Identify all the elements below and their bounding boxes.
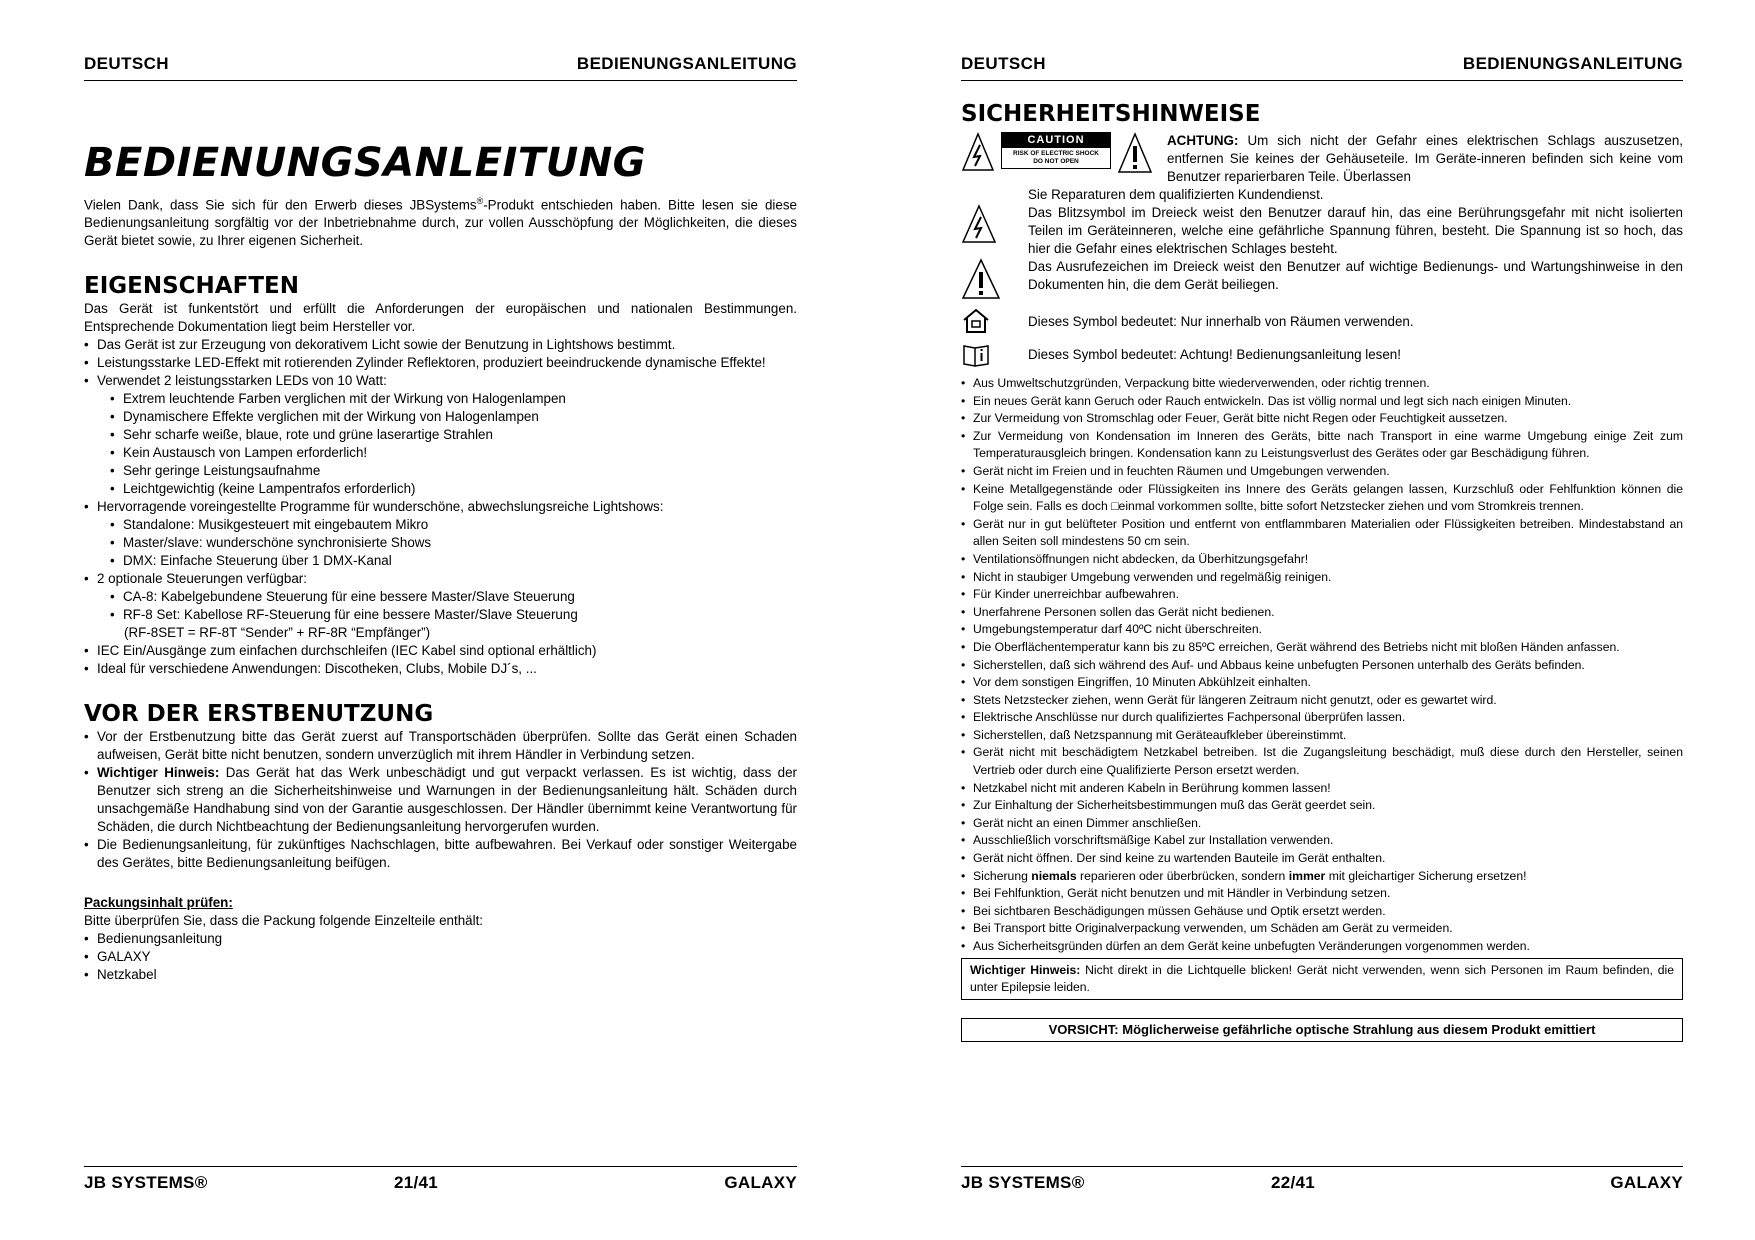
footer-brand: JB SYSTEMS® [84, 1173, 208, 1192]
features-end-list [84, 642, 797, 678]
list-item: • Sicherstellen, daß Netzspannung mit Geräteaufkleber übereinstimmt. [961, 727, 1683, 745]
list-item: • Ventilationsöffnungen nicht abdecken, da Überhitzungsgefahr! [961, 551, 1683, 569]
page-header [84, 54, 797, 81]
achtung-text: ACHTUNG: Um sich nicht der Gefahr eines elektrischen Schlags auszusetzen, entfernen Sie keines der Gehäuseteile. Im Geräte-inneren befinden sich keine vom Benutzer reparierbaren Teile. Überlassen [1167, 133, 1683, 184]
list-item: • Vor der Erstbenutzung bitte das Gerät zuerst auf Transportschäden überprüfen. Sollte das Gerät einen Schaden aufweisen, Gerät bitte nicht benutzen, sondern unverzüglich mit ihrem Händler in Verbindung setzen. [84, 728, 797, 764]
list-item: • Extrem leuchtende Farben verglichen mit der Wirkung von Halogenlampen [110, 390, 797, 408]
list-item: • Zur Einhaltung der Sicherheitsbestimmungen muß das Gerät geerdet sein. [961, 797, 1683, 815]
list-item: • Netzkabel nicht mit anderen Kabeln in Berührung kommen lassen! [961, 780, 1683, 798]
list-item: • Master/slave: wunderschöne synchronisierte Shows [110, 534, 797, 552]
page-21 [84, 0, 797, 1240]
list-item: • Dynamischere Effekte verglichen mit der Wirkung von Halogenlampen [110, 408, 797, 426]
bolt-text: Das Blitzsymbol im Dreieck weist den Benutzer darauf hin, das eine Berührungsgefahr mit nicht isolierten Teilen im Geräteinneren, welche eine gefährliche Spannung führen, besteht. Die Spannung ist so hoch, das hier die Gefahr eines elektrischen Schlages besteht. [1028, 205, 1683, 256]
list-item: • Das Gerät ist zur Erzeugung von dekorativem Licht sowie der Benutzung in Lightshows bestimmt. [84, 336, 797, 354]
list-item: • Gerät nicht an einen Dimmer anschließen. [961, 815, 1683, 833]
optical-radiation-warning: VORSICHT: Möglicherweise gefährliche optische Strahlung aus diesem Produkt emittiert [961, 1018, 1683, 1042]
caution-label: CAUTION RISK OF ELECTRIC SHOCK DO NOT OPEN [1001, 132, 1111, 169]
before-use-list [84, 728, 797, 872]
header-language: DEUTSCH [961, 54, 1046, 73]
page-footer [84, 1166, 797, 1193]
list-item: • Keine Metallgegenstände oder Flüssigkeiten ins Innere des Geräts gelangen lassen, Kurzschluß oder Fehlfunktion können die Folge sein. Falls es doch □einmal vorkommen sollte, bitte sofort Netzstecker ziehen und vom Stromkreis trennen. [961, 481, 1683, 516]
list-item: • Aus Sicherheitsgründen dürfen an dem Gerät keine unbefugten Veränderungen vorgenommen werden. [961, 938, 1683, 956]
list-item: • Kein Austausch von Lampen erforderlich! [110, 444, 797, 462]
achtung-cont: Sie Reparaturen dem qualifizierten Kundendienst. [1028, 187, 1324, 202]
list-item: • Bedienungsanleitung [84, 930, 797, 948]
list-item: • Sicherstellen, daß sich während des Auf- und Abbaus keine unbefugten Personen unterhalb des Geräts befinden. [961, 657, 1683, 675]
list-item: • Die Bedienungsanleitung, für zukünftiges Nachschlagen, bitte aufbewahren. Bei Verkauf oder sonstiger Weitergabe des Gerätes, bitte Bedienungsanleitung beifügen. [84, 836, 797, 872]
footer-brand: JB SYSTEMS® [961, 1173, 1085, 1192]
list-item: • Bei Fehlfunktion, Gerät nicht benutzen und mit Händler in Verbindung setzen. [961, 885, 1683, 903]
exclamation-warning-icon [1117, 132, 1153, 174]
list-item: • 2 optionale Steuerungen verfügbar: [84, 570, 797, 588]
features-list [84, 336, 797, 390]
document-title: BEDIENUNGSANLEITUNG [84, 140, 646, 186]
program-items [84, 516, 797, 570]
header-doc-title: BEDIENUNGSANLEITUNG [576, 54, 797, 73]
safety-list [961, 375, 1683, 956]
bolt-symbol-row [961, 204, 1683, 258]
indoor-use-icon [961, 307, 991, 335]
header-doc-title: BEDIENUNGSANLEITUNG [1462, 54, 1683, 73]
important-note-box: Wichtiger Hinweis: Nicht direkt in die Lichtquelle blicken! Gerät nicht verwenden, wenn sich Personen im Raum befinden, die unter Epilepsie leiden. [961, 958, 1683, 1000]
exclamation-symbol-row [961, 258, 1683, 305]
list-item: • Verwendet 2 leistungsstarken LEDs von 10 Watt: [84, 372, 797, 390]
page-22 [961, 0, 1683, 1240]
package-intro: Bitte überprüfen Sie, dass die Packung folgende Einzelteile enthält: [84, 913, 484, 929]
list-item: • Gerät nicht mit beschädigtem Netzkabel betreiben. Ist die Zugangsleitung beschädigt, muß diese durch den Hersteller, seinen Vertrieb oder durch eine Qualifizierte Person ersetzt werden. [961, 744, 1683, 779]
control-cont: (RF-8SET = RF-8T “Sender” + RF-8R “Empfänger”) [124, 625, 431, 641]
list-item: • GALAXY [84, 948, 797, 966]
programs-list [84, 498, 797, 516]
features-heading: EIGENSCHAFTEN [84, 273, 299, 300]
list-item: • RF-8 Set: Kabellose RF-Steuerung für eine bessere Master/Slave Steuerung [110, 606, 797, 624]
footer-model: GALAXY [724, 1173, 797, 1192]
electric-shock-warning-icon [961, 132, 995, 172]
page-footer [961, 1166, 1683, 1193]
exclamation-triangle-icon [961, 258, 1001, 300]
manual-symbol-row [961, 342, 1683, 373]
list-item: • Unerfahrene Personen sollen das Gerät nicht bedienen. [961, 604, 1683, 622]
list-item: • Wichtiger Hinweis: Das Gerät hat das Werk unbeschädigt und gut verpackt verlassen. Es ist wichtig, dass der Benutzer sich streng an die Sicherheitshinweise und Warnungen in der Bedienungsanleitung hält. Schäden durch unsachgemäße Handhabung sind von der Garantie ausgeschlossen. Der Händler übernimmt keine Verantwortung für Schäden, die durch Nichtbeachtung der Bedienungsanleitung hervorgerufen wurden. [84, 764, 797, 836]
page-22-content [961, 100, 1683, 1042]
list-item: • Gerät nicht im Freien und in feuchten Räumen und Umgebungen verwenden. [961, 463, 1683, 481]
lightning-bolt-icon [961, 204, 997, 244]
caution-row [961, 132, 1683, 186]
list-item: • Sehr scharfe weiße, blaue, rote und grüne laserartige Strahlen [110, 426, 797, 444]
intro-paragraph: Vielen Dank, dass Sie sich für den Erwerb dieses JBSystems®-Produkt entschieden haben. Bitte lesen sie diese Bedienungsanleitung sorgfältig vor der Inbetriebnahme durch, zur vollen Ausschöpfung der Möglichkeiten, die dieses Gerät bietet sowie, zu Ihrer eigenen Sicherheit. [84, 196, 798, 249]
indoor-symbol-row [961, 307, 1683, 340]
read-manual-icon [961, 342, 991, 368]
list-item: • Sehr geringe Leistungsaufnahme [110, 462, 797, 480]
list-item: • Ein neues Gerät kann Geruch oder Rauch entwickeln. Das ist völlig normal und legt sich nach einigen Minuten. [961, 393, 1683, 411]
list-item: • Vor dem sonstigen Eingriffen, 10 Minuten Abkühlzeit einhalten. [961, 674, 1683, 692]
page-number: 22/41 [1271, 1173, 1316, 1192]
list-item: • DMX: Einfache Steuerung über 1 DMX-Kanal [110, 552, 797, 570]
list-item: • Leistungsstarke LED-Effekt mit rotierenden Zylinder Reflektoren, produziert beeindruckende dynamische Effekte! [84, 354, 797, 372]
page-21-content [84, 140, 797, 984]
list-item: • Umgebungstemperatur darf 40ºC nicht überschreiten. [961, 621, 1683, 639]
before-use-heading: VOR DER ERSTBENUTZUNG [84, 701, 434, 728]
list-item: • Hervorragende voreingestellte Programme für wunderschöne, abwechslungsreiche Lightshows: [84, 498, 797, 516]
indoor-text: Dieses Symbol bedeutet: Nur innerhalb von Räumen verwenden. [1028, 314, 1414, 329]
caution-icons [961, 132, 1153, 174]
list-item: • Leichtgewichtig (keine Lampentrafos erforderlich) [110, 480, 797, 498]
list-item: • Ideal für verschiedene Anwendungen: Discotheken, Clubs, Mobile DJ´s, ... [84, 660, 797, 678]
list-item: • IEC Ein/Ausgänge zum einfachen durchschleifen (IEC Kabel sind optional erhältlich) [84, 642, 797, 660]
manual-text: Dieses Symbol bedeutet: Achtung! Bedienungsanleitung lesen! [1028, 347, 1401, 362]
package-list [84, 930, 797, 984]
page-number: 21/41 [394, 1173, 439, 1192]
package-heading: Packungsinhalt prüfen: [84, 895, 233, 911]
list-item: • Stets Netzstecker ziehen, wenn Gerät für längeren Zeitraum nicht genutzt, oder es gewartet wird. [961, 692, 1683, 710]
exclamation-text: Das Ausrufezeichen im Dreieck weist den Benutzer auf wichtige Bedienungs- und Wartungshinweise in den Dokumenten hin, die dem Gerät beiliegen. [1028, 259, 1683, 292]
safety-heading: SICHERHEITSHINWEISE [961, 101, 1261, 127]
list-item: • Netzkabel [84, 966, 797, 984]
page-header [961, 54, 1683, 81]
list-item: • Bei Transport bitte Originalverpackung verwenden, um Schäden am Gerät zu vermeiden. [961, 920, 1683, 938]
list-item: • Ausschließlich vorschriftsmäßige Kabel zur Installation verwenden. [961, 832, 1683, 850]
list-item: • Elektrische Anschlüsse nur durch qualifiziertes Fachpersonal überprüfen lassen. [961, 709, 1683, 727]
list-item: • Nicht in staubiger Umgebung verwenden und regelmäßig reinigen. [961, 569, 1683, 587]
list-item: • Gerät nicht öffnen. Der sind keine zu wartenden Bauteile im Gerät enthalten. [961, 850, 1683, 868]
list-item: • Die Oberflächentemperatur kann bis zu 85ºC erreichen, Gerät während des Betriebs nicht mit bloßen Händen anfassen. [961, 639, 1683, 657]
list-item: • Zur Vermeidung von Kondensation im Inneren des Geräts, bitte nach Transport in eine warme Umgebung einige Zeit zum Temperaturausgleich bringen. Kondensation kann zu Leistungsverlust des Gerätes oder gar Beschädigung führen. [961, 428, 1683, 463]
list-item: • CA-8: Kabelgebundene Steuerung für eine bessere Master/Slave Steuerung [110, 588, 797, 606]
features-intro: Das Gerät ist funkentstört und erfüllt die Anforderungen der europäischen und nationalen Bestimmungen. Entsprechende Dokumentation liegt beim Hersteller vor. [84, 301, 797, 335]
list-item: • Aus Umweltschutzgründen, Verpackung bitte wiederverwenden, oder richtig trennen. [961, 375, 1683, 393]
control-items [84, 588, 797, 624]
list-item: • Zur Vermeidung von Stromschlag oder Feuer, Gerät bitte nicht Regen oder Feuchtigkeit aussetzen. [961, 410, 1683, 428]
led-list [84, 390, 797, 498]
footer-model: GALAXY [1610, 1173, 1683, 1192]
list-item: • Gerät nur in gut belüfteter Position und entfernt von entflammbaren Materialien oder Flüssigkeiten betreiben. Mindestabstand an allen Seiten soll mindestens 50 cm sein. [961, 516, 1683, 551]
controls-list [84, 570, 797, 588]
header-language: DEUTSCH [84, 54, 169, 73]
list-item: • Sicherung niemals reparieren oder überbrücken, sondern immer mit gleichartiger Sicherung ersetzen! [961, 868, 1683, 886]
list-item: • Standalone: Musikgesteuert mit eingebautem Mikro [110, 516, 797, 534]
list-item: • Für Kinder unerreichbar aufbewahren. [961, 586, 1683, 604]
list-item: • Bei sichtbaren Beschädigungen müssen Gehäuse und Optik ersetzt werden. [961, 903, 1683, 921]
